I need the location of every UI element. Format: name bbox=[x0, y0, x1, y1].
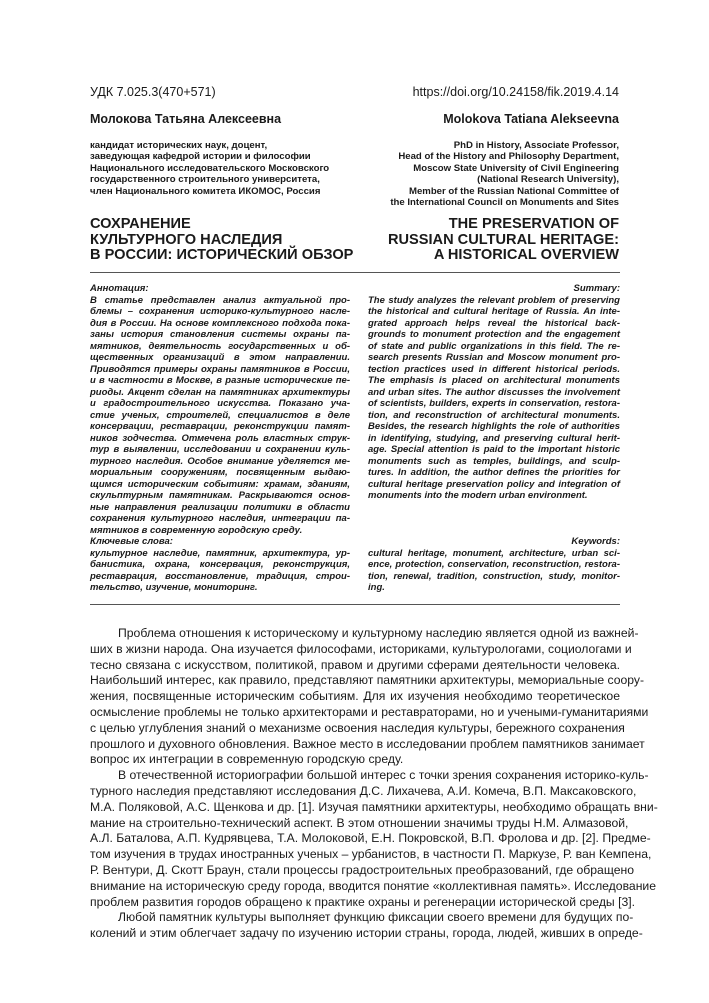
summary-label: Summary: bbox=[573, 283, 620, 294]
body-line: В отечественной историографии большой интерес с точки зрения сохранения историко-куль- bbox=[118, 768, 649, 783]
affiliation-line: член Национального комитета ИКОМОС, Россия bbox=[90, 185, 321, 197]
abstract-line: щественных организаций в этом направлении. bbox=[90, 352, 350, 363]
article-body bbox=[90, 626, 658, 942]
abstract-line: ные направления реализации политики в области bbox=[90, 501, 350, 513]
summary-line: search presents Russian and Moscow monument pro- bbox=[368, 352, 620, 363]
summary-line: and urban sites. The author discusses the involvement bbox=[368, 386, 620, 398]
summary-line: of scientists, builders, experts in conservation, restora- bbox=[368, 398, 620, 409]
doi-link[interactable]: https://doi.org/10.24158/fik.2019.4.14 bbox=[412, 85, 619, 99]
body-line: проблем развития городов обращено к практике охраны и регенерации исторической среды [3]. bbox=[90, 894, 636, 909]
keywords-line: tion, renewal, tradition, construction, study, monitor- bbox=[368, 570, 620, 582]
summary-line: The study analyzes the relevant problem of preserving bbox=[368, 294, 620, 306]
abstract-line: риоды. Акцент сделан на памятниках архитектуры bbox=[90, 386, 350, 398]
affiliation-line: заведующая кафедрой истории и философии bbox=[90, 151, 311, 163]
summary-line: grounds to monument protection and the engagement bbox=[368, 329, 620, 340]
body-line: Наибольший интерес, как правило, представляют памятники архитектуры, мемориальные соору- bbox=[90, 673, 645, 688]
affiliation-line: государственного строительного университета, bbox=[90, 174, 320, 186]
summary-line: in identifying, studying, and preserving cultural herit- bbox=[368, 432, 620, 444]
udc-code: УДК 7.025.3(470+571) bbox=[90, 85, 216, 99]
affiliation-line: Member of the Russian National Committee of bbox=[408, 185, 619, 197]
affiliation-line: (National Research University), bbox=[477, 174, 619, 186]
affiliation-en bbox=[319, 140, 619, 208]
affiliation-line: the International Council on Monuments and Sites bbox=[390, 197, 619, 209]
summary-line: age. Special attention is paid to the important historic bbox=[368, 444, 620, 455]
keywords-label: Keywords: bbox=[571, 536, 620, 547]
abstract-line: В статье представлен анализ актуальной про- bbox=[90, 294, 350, 306]
summary-line: grated approach helps reveal the historical back- bbox=[368, 317, 620, 329]
abstract-line: мятников в современную городскую среду. bbox=[90, 524, 303, 536]
abstract-label: Аннотация: bbox=[90, 283, 149, 294]
affiliation-ru bbox=[90, 140, 350, 197]
abstract-ru bbox=[90, 283, 350, 536]
keywords-line: cultural heritage, monument, architecture, urban sci- bbox=[368, 547, 620, 559]
affiliation-line: Национального исследовательского Московского bbox=[90, 162, 330, 174]
body-line: Любой памятник культуры выполняет функцию фиксации своего времени для будущих по- bbox=[118, 910, 634, 925]
body-line: вопрос их интеграции в современную городскую среду. bbox=[90, 752, 404, 767]
abstract-line: скульптурным памятникам. Раскрываются основ- bbox=[90, 490, 350, 501]
abstract-line: консервации, реставрации, реконструкции памят- bbox=[90, 421, 350, 432]
body-line: осмысление проблемы не только архитекторами и реставраторами, но и учеными-гуманитариями bbox=[90, 704, 649, 719]
affiliation-line: PhD in History, Associate Professor, bbox=[453, 140, 619, 151]
keywords-line: тельство, изучение, мониторинг. bbox=[90, 582, 258, 593]
author-name-ru: Молокова Татьяна Алексеевна bbox=[90, 112, 282, 126]
title-line: A HISTORICAL OVERVIEW bbox=[433, 247, 619, 263]
top-divider bbox=[90, 272, 620, 273]
summary-line: Besides, the research highlights the role of authorities bbox=[368, 421, 620, 432]
summary-line: the historical and cultural heritage of Russia. An inte- bbox=[368, 306, 620, 317]
abstract-line: турного наследия. Особое внимание уделяется ме- bbox=[90, 455, 350, 467]
title-line: В РОССИИ: ИСТОРИЧЕСКИЙ ОБЗОР bbox=[90, 247, 354, 263]
keywords-line: реставрация, восстановление, традиция, строи- bbox=[90, 570, 350, 582]
author-name-en: Molokova Tatiana Alekseevna bbox=[443, 112, 619, 126]
abstract-line: блемы – сохранения историко-культурного насле- bbox=[90, 306, 350, 317]
keywords-ru bbox=[90, 536, 350, 594]
title-line: СОХРАНЕНИЕ bbox=[90, 216, 191, 232]
affiliation-line: кандидат исторических наук, доцент, bbox=[90, 140, 268, 151]
abstract-line: Приводятся примеры охраны памятников в России, bbox=[90, 363, 350, 375]
body-line: тесно связана с искусством, политикой, правом и другими сферами деятельности человека. bbox=[90, 657, 620, 672]
keywords-line: культурное наследие, памятник, архитектура, ур- bbox=[90, 547, 350, 559]
summary-line: tures. In addition, the author defines the priorities for bbox=[368, 467, 620, 478]
bottom-divider bbox=[90, 604, 620, 605]
body-line: А.Л. Баталова, А.П. Кудрявцева, Т.А. Молоковой, Е.Н. Покровской, В.П. Фролова и др. [2]. Предме- bbox=[90, 831, 651, 846]
summary-line: tion, and reconstruction of architectural monuments. bbox=[368, 409, 620, 421]
title-line: КУЛЬТУРНОГО НАСЛЕДИЯ bbox=[90, 231, 283, 248]
body-line: Р. Вентури, Д. Скотт Браун, стали процессы градостроительных преобразований, где обращено bbox=[90, 862, 635, 877]
summary-line: monuments such as temples, buildings, and sculp- bbox=[368, 455, 620, 467]
body-line: том изучения в трудах иностранных ученых – урбанистов, в частности П. Маркузе, Р. ван Кемпена, bbox=[90, 847, 652, 862]
body-line: внимание на историческую среду города, вводится понятие «коллективная память». Исследование bbox=[90, 878, 657, 893]
body-line: жения, посвященные историческим событиям. Для их изучения необходимо теоретическое bbox=[90, 689, 620, 704]
abstract-line: тур в выявлении, исследовании и сохранении куль- bbox=[90, 444, 350, 455]
abstract-text bbox=[90, 295, 350, 537]
body-line: мание на строительно-технический аспект. В этом отношении значимы труды Н.М. Алмазовой, bbox=[90, 815, 629, 830]
title-line: THE PRESERVATION OF bbox=[448, 216, 619, 232]
abstract-en bbox=[368, 283, 620, 502]
keywords-text bbox=[368, 548, 620, 594]
body-line: прошлого и духовного обновления. Важное место в исследовании проблем памятников занимает bbox=[90, 736, 645, 751]
keywords-text bbox=[90, 548, 350, 594]
abstract-line: ников зодчества. Отмечена роль властных струк- bbox=[90, 432, 350, 444]
body-line: Проблема отношения к историческому и культурному наследию является одной из важней- bbox=[118, 626, 639, 640]
abstract-line: сохранения культурного наследия, интеграции па- bbox=[90, 513, 350, 524]
summary-text bbox=[368, 295, 620, 502]
keywords-en bbox=[368, 536, 620, 594]
body-line: турного наследия представляют исследования Д.С. Лихачева, А.И. Комеча, В.П. Максаковского, bbox=[90, 783, 637, 798]
body-line: ших в жизни народа. Она изучается философами, историками, культурологами, социологами и bbox=[90, 641, 632, 656]
summary-line: of state and public organizations in this field. The re- bbox=[368, 340, 620, 352]
summary-line: The emphasis is placed on architectural monuments bbox=[368, 375, 620, 386]
abstract-line: дия в России. На основе комплексного подхода пока- bbox=[90, 317, 350, 329]
title-line: RUSSIAN CULTURAL HERITAGE: bbox=[387, 231, 619, 248]
keywords-line: ing. bbox=[368, 582, 385, 593]
summary-line: cultural heritage preservation policy and integration of bbox=[368, 478, 620, 490]
abstract-line: щимся историческим событиям: храмам, зданиям, bbox=[90, 478, 350, 490]
abstract-line: и градостроительного искусства. Показано уча- bbox=[90, 398, 350, 409]
abstract-line: заны история становления системы охраны па- bbox=[90, 329, 350, 340]
article-title-en bbox=[388, 217, 619, 264]
article-title-ru bbox=[90, 217, 353, 264]
body-line: с целью углубления знаний о механизме освоения наследия культуры, бережного сохранения bbox=[90, 720, 625, 735]
abstract-line: и в частности в Москве, в разные исторические пе- bbox=[90, 375, 350, 386]
body-line: М.А. Поляковой, А.С. Щенкова и др. [1]. Изучая памятники архитектуры, необходимо обращать вни- bbox=[90, 799, 658, 814]
abstract-line: мятников, деятельность государственных и об- bbox=[90, 340, 350, 352]
body-line: колений и этим облегчает задачу по изучению истории страны, города, людей, живших в опреде- bbox=[90, 926, 643, 941]
affiliation-line: Head of the History and Philosophy Department, bbox=[398, 151, 619, 163]
keywords-label: Ключевые слова: bbox=[90, 536, 173, 547]
summary-line: tection practices used in different historical periods. bbox=[368, 363, 620, 375]
summary-line: monuments into the modern urban environment. bbox=[368, 490, 588, 501]
keywords-line: ence, protection, conservation, reconstruction, restora- bbox=[368, 559, 620, 570]
abstract-line: мориальным сооружениям, посвященным выдаю- bbox=[90, 467, 350, 478]
keywords-line: банистика, охрана, консервация, реконструкция, bbox=[90, 559, 350, 570]
abstract-line: стие ученых, строителей, специалистов в деле bbox=[90, 409, 350, 421]
affiliation-line: Moscow State University of Civil Engineering bbox=[413, 162, 619, 174]
